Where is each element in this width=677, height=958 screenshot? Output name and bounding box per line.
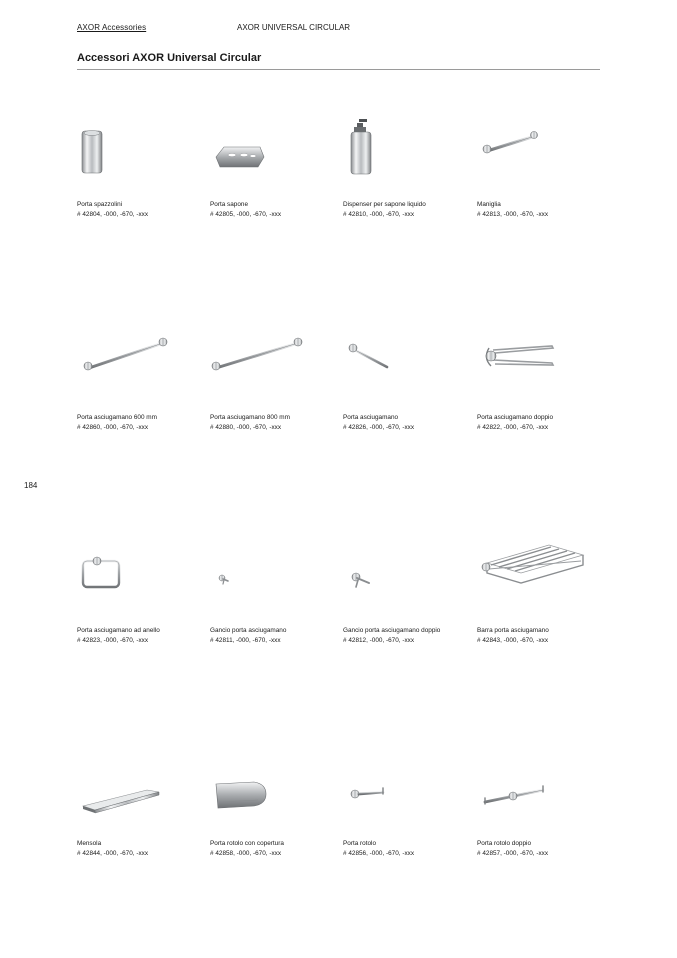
product-code: # 42843, -000, -670, -xxx <box>477 637 549 644</box>
product-name: Porta asciugamano 800 mm <box>210 414 290 421</box>
product-code: # 42858, -000, -670, -xxx <box>210 850 282 857</box>
paper-holder-icon <box>343 744 473 836</box>
double-towel-holder-icon <box>477 318 607 410</box>
towel-holder-icon <box>343 318 473 410</box>
product-card[interactable] <box>343 744 473 864</box>
product-card[interactable] <box>477 531 607 651</box>
product-card[interactable] <box>477 318 607 438</box>
product-card[interactable] <box>477 744 607 864</box>
product-card[interactable] <box>343 531 473 651</box>
product-code: # 42804, -000, -670, -xxx <box>77 211 149 218</box>
product-code: # 42826, -000, -670, -xxx <box>343 424 415 431</box>
soap-dish-icon <box>210 105 340 197</box>
product-name: Barra porta asciugamano <box>477 627 549 634</box>
product-name: Maniglia <box>477 201 501 208</box>
product-card[interactable] <box>210 105 340 225</box>
product-name: Gancio porta asciugamano <box>210 627 287 634</box>
product-card[interactable] <box>77 105 207 225</box>
product-card[interactable] <box>477 105 607 225</box>
towel-rack-shelf-icon <box>477 531 607 623</box>
product-name: Mensola <box>77 840 102 847</box>
product-code: # 42844, -000, -670, -xxx <box>77 850 149 857</box>
product-card[interactable] <box>77 318 207 438</box>
product-card[interactable] <box>343 105 473 225</box>
towel-bar-600-icon <box>77 318 207 410</box>
product-code: # 42860, -000, -670, -xxx <box>77 424 149 431</box>
product-code: # 42805, -000, -670, -xxx <box>210 211 282 218</box>
product-name: Porta rotolo con copertura <box>210 840 284 847</box>
product-name: Porta spazzolini <box>77 201 123 208</box>
product-card[interactable] <box>343 318 473 438</box>
product-name: Porta rotolo <box>343 840 377 847</box>
double-towel-hook-icon <box>343 531 473 623</box>
shelf-icon <box>77 744 207 836</box>
header-section[interactable]: AXOR Accessories <box>77 23 147 32</box>
product-name: Porta asciugamano <box>343 414 399 421</box>
towel-hook-icon <box>210 531 340 623</box>
product-card[interactable] <box>77 744 207 864</box>
product-name: Gancio porta asciugamano doppio <box>343 627 441 634</box>
page-number: 184 <box>24 481 38 490</box>
product-name: Porta asciugamano ad anello <box>77 627 160 634</box>
product-card[interactable] <box>77 531 207 651</box>
product-card[interactable] <box>210 744 340 864</box>
product-code: # 42880, -000, -670, -xxx <box>210 424 282 431</box>
product-name: Porta rotolo doppio <box>477 840 532 847</box>
product-code: # 42822, -000, -670, -xxx <box>477 424 549 431</box>
product-card[interactable] <box>210 318 340 438</box>
header-collection: AXOR UNIVERSAL CIRCULAR <box>237 23 351 32</box>
paper-holder-cover-icon <box>210 744 340 836</box>
product-card[interactable] <box>210 531 340 651</box>
product-name: Porta asciugamano 600 mm <box>77 414 157 421</box>
product-name: Dispenser per sapone liquido <box>343 201 426 208</box>
toothbrush-tumbler-icon <box>77 105 207 197</box>
soap-dispenser-icon <box>343 105 473 197</box>
product-code: # 42856, -000, -670, -xxx <box>343 850 415 857</box>
product-code: # 42812, -000, -670, -xxx <box>343 637 415 644</box>
title-divider <box>77 69 600 70</box>
towel-ring-icon <box>77 531 207 623</box>
towel-bar-800-icon <box>210 318 340 410</box>
product-code: # 42823, -000, -670, -xxx <box>77 637 149 644</box>
product-code: # 42813, -000, -670, -xxx <box>477 211 549 218</box>
product-code: # 42810, -000, -670, -xxx <box>343 211 415 218</box>
product-code: # 42857, -000, -670, -xxx <box>477 850 549 857</box>
double-paper-holder-icon <box>477 744 607 836</box>
product-code: # 42811, -000, -670, -xxx <box>210 637 281 644</box>
grab-bar-icon <box>477 105 607 197</box>
product-name: Porta sapone <box>210 201 249 208</box>
product-name: Porta asciugamano doppio <box>477 414 554 421</box>
page-title: Accessori AXOR Universal Circular <box>77 52 262 64</box>
